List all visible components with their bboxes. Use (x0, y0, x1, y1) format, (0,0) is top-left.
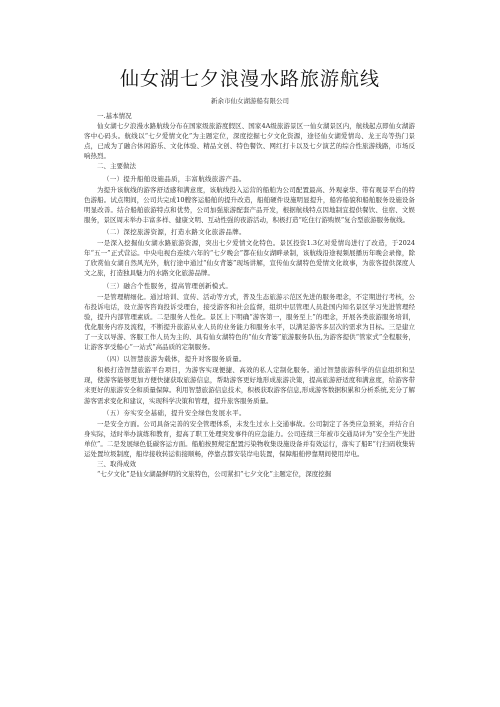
subsection-heading: （二）深挖旅游资源，打造水路文化旅游品牌。 (103, 228, 246, 237)
paragraph: 一是管理精细化。通过培训、宣传、活动等方式，普及生态旅游示范区先进的服务理念，不定期进行考核，公布投诉电话，设立游客咨询投诉受理台，接受游客和社会监督，组织中层管理人员赴国内知名景区学习先进管理经验，提升内部管理素质。二是服务人性化。景区上下明确“游客第一，服务至上”的理念，开展各类旅游服务培训，优化服务内容及流程，不断提升旅游从业人员的业务能力和服务水平，以满足游客多层次的需求为目标。三是建立了一支以导游、客服工作人员为主的、具有仙女湖特色的“仙女背篓”旅游服务队伍,为游客提供“管家式”全程服务，让游客享受船心“一站式”高品质的定制服务。 (84, 292, 415, 352)
section-heading: 一.基本情况 (97, 112, 132, 120)
paragraph: 仙女湖七夕浪漫水路航线分布在国家级旅游度假区、国家4A级旅游景区一仙女湖景区内，航线起点即仙女湖游客中心码头。航线以“七夕爱情文化”为主题定位，深度挖掘七夕文化资源，途径仙女湖爱情岛、龙王岛等热门景点，已成为了融合休闲游乐、文化体验、精品文创、特色餐饮、网红打卡以及七夕演艺的综合性旅游线路，市场反响热烈。 (84, 122, 415, 161)
subsection-heading: （一）提升船舶设施品质，丰富航线旅游产品。 (103, 174, 246, 183)
page-title: 仙女湖七夕浪漫水路旅游航线 (119, 68, 380, 90)
paragraph: 为提升该航线的游客舒适感和满意度，该航线投入运营的船舶为公司配置最高、外观豪华、带有观景平台的特色游船。试点期间，公司共完成10艘客运船舶的提升改造，船舶硬件设施明显提升，船容船貌和船舶服务设施设备明显改善。结合船舶旅游特点和优势，公司加强旅游配套产品开发，根据航线特点因地制宜提供餐饮、住宿、文娱服务，景区周末举办丰富多样、健康文明、互动性强的夜游活动，积极打造“吃住行游购娱”复合型旅游服务航线。 (84, 185, 415, 224)
paragraph: “七夕文化”是仙女湖最鲜明的文旅特色，公司紧扣“七夕文化”主题定位，深度挖掘 (97, 470, 332, 479)
paragraph: 一是深入挖掘仙女湖水路旅游资源，突出七夕爱情文化特色。景区投资1.3亿对爱情岛进行了改造，于2024年“五一”正式营运。中央电视台连续六年的“七夕晚会”都在仙女湖畔录制，该航线沿途视频展播历年晚会录像，除了欣赏仙女湖自然风光外，航行途中通过“仙女背篓”现场讲解，宣传仙女湖特色爱情文化故事，为旅客提供深度人文之旅，打造独具魅力的水路文化旅游品牌。 (84, 239, 415, 278)
paragraph: 积极打造智慧旅游平台项目，为游客实现便捷、高效的私人定制化服务。通过智慧旅游科学的信息组织和呈现，使游客能够更加方便快捷获取旅游信息，帮助游客更好地形成旅游决策，提高旅游舒适度和满意度，给游客带来更好的旅游安全和质量保障。利用智慧旅游信息技术，积极获取游客信息,形成游客数据积累和分析系统,充分了解游客需求变化和建议，实现科学决策和管理，提升旅客服务质量。 (84, 366, 415, 405)
section-heading: 二、主要做法 (97, 162, 136, 171)
subsection-heading: （四）以智慧旅游为载体，提升对客服务质量。 (103, 355, 246, 364)
subsection-heading: （三）融合个性服务，提高管理创新模式。 (103, 281, 233, 290)
subsection-heading: （五）夯实安全基础，提升安全绿色发展水平。 (103, 408, 246, 417)
company-name: 新余市仙女湖游船有限公司 (211, 97, 289, 105)
section-heading: 三、取得成效 (97, 460, 136, 469)
document-body (84, 111, 415, 479)
paragraph: 一是安全方面。公司具备完善的安全管理体系，未发生过水上交通事故。公司制定了各类应急预案，并结合自身实际，适时举办演练和教育，提高了职工处理突发事件的应急能力。公司连续三年被市交通局评为“安全生产先进单位”。二是发展绿色低碳客运方面。船舶按照规定配置污染物收集设施设备并有效运行，落实了船E“行扫码收集转运处置垃圾制度，船岸接收转运衔接顺畅，停靠点都安装岸电装置，保障船舶停靠期间使用岸电。 (84, 419, 415, 458)
